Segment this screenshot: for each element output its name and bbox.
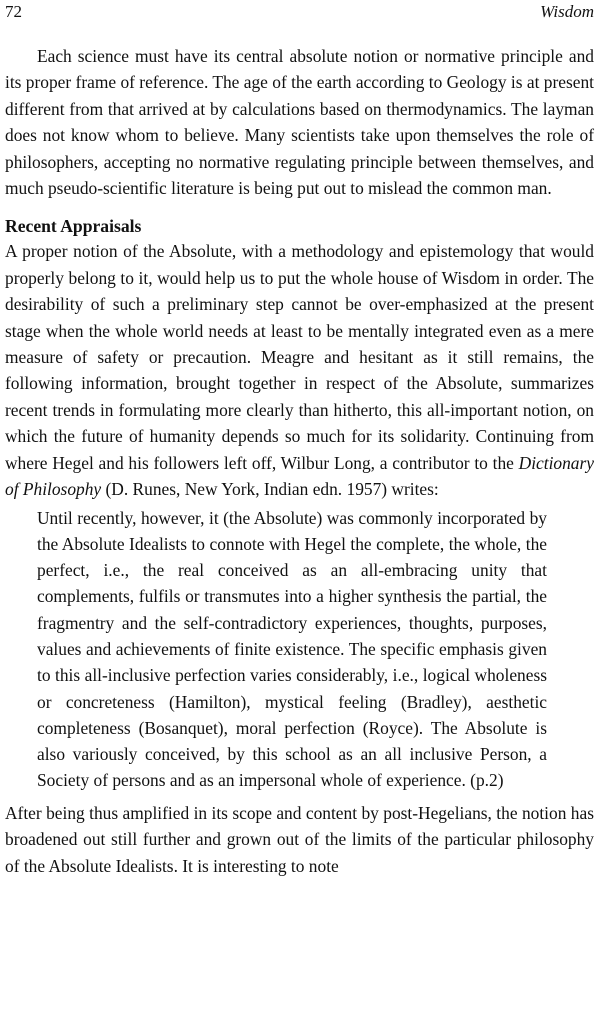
- quote-text: Until recently, however, it (the Absolute) was commonly incorporated by the Absolute Idealists to connote with Hegel the complete, the whole, the perfect, i.e., the real conceived as an all-embracing unity that complements, fulfils or transmutes into a higher synthesis the partial, the fragmentry and the self-contradictory experiences, thoughts, purposes, values and achievements of finite existence. The specific emphasis given to this all-inclusive perfection varies considerably, i.e., logical wholeness or concreteness (Hamilton), mystical feeling (Bradley), aesthetic completeness (Bosanquet), moral perfection (Royce). The Absolute is also variously conceived, by this school as an all inclusive Person, a Society of persons and as an impersonal whole of experience. (p.2): [37, 507, 547, 791]
- paragraph-text-end: (D. Runes, New York, Indian edn. 1957) writes:: [101, 479, 439, 500]
- page-number: 72: [5, 2, 22, 21]
- paragraph-post-hegelians: After being thus amplified in its scope and content by post-Hegelians, the notion has broadened out still further and grown out of the limits of the particular philosophy of the Absolute Idealists. It is interesting to note: [5, 802, 594, 876]
- paragraph-science-notion: Each science must have its central absolute notion or normative principle and its proper frame of reference. The age of the earth according to Geology is at present different from that arrived at by calculations based on thermodynamics. The layman does not know whom to believe. Many scientists take upon themselves the role of philosophers, accepting no normative regulating principle between themselves, and much pseudo-scientific literature is being put out to mislead the common man.: [5, 46, 594, 199]
- block-quote: [37, 505, 594, 794]
- paragraph-proper-notion: [5, 238, 594, 502]
- book-title: Dictionary of Philosophy: [5, 452, 594, 500]
- running-title: Wisdom: [540, 2, 594, 21]
- section-heading: Recent Appraisals: [5, 216, 142, 237]
- paragraph-text-start: A proper notion of the Absolute, with a methodology and epistemology that would properly belong to it, would help us to put the whole house of Wisdom in order. The desirability of such a preliminary step cannot be over-emphasized at the present stage when the whole world needs at least to be mentally integrated even as a mere measure of safety or precaution. Meagre and hesitant as it still remains, the following information, brought together in respect of the Absolute, summarizes recent trends in formulating more clearly than hitherto, this all-important notion, on which the future of humanity depends so much for its solidarity. Continuing from where Hegel and his followers left off, Wilbur Long, a contributor to the: [5, 241, 594, 473]
- running-head: [5, 0, 594, 28]
